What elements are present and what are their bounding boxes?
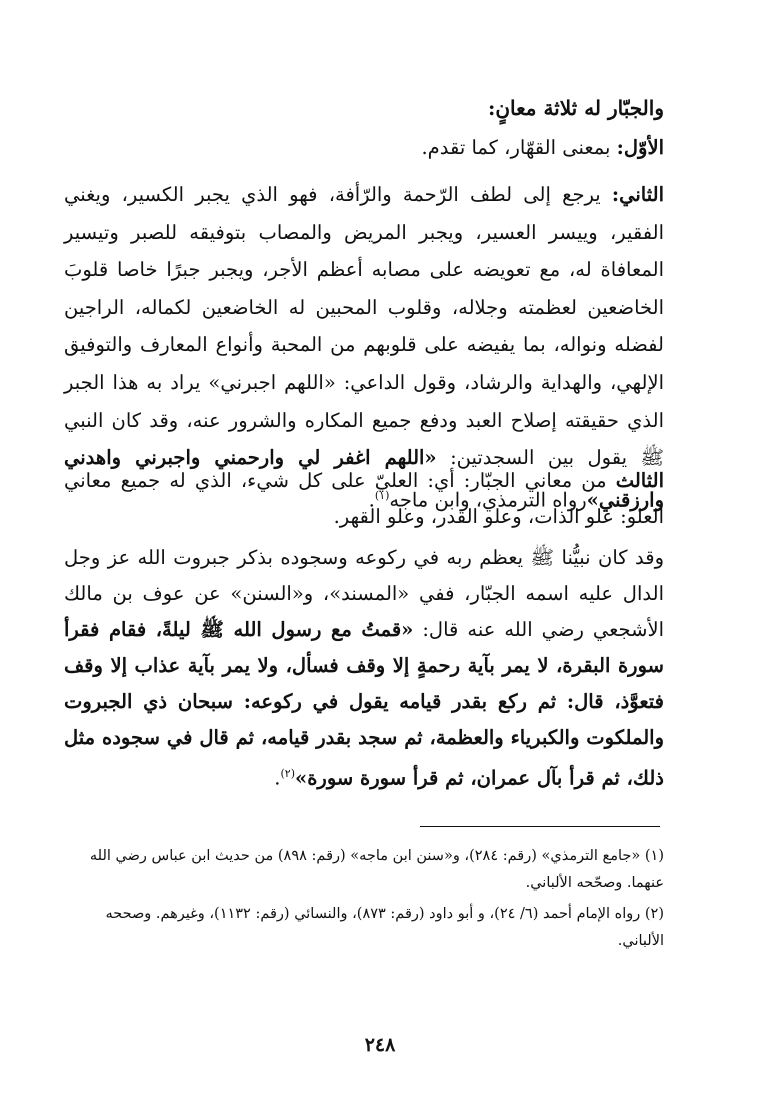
narration-intro: وقد كان نبيُّنا ﷺ يعظم ربه في ركوعه وسجوده بذكر جبروت الله عز وجل الدال عليه اسمه الجبّار، ففي «المسند»، و«السنن» عن عوف بن مالك الأشجعي رضي الله عنه قال:	[64, 546, 664, 641]
meaning-third	[64, 463, 664, 535]
narration-end: .	[274, 766, 281, 790]
meaning-first-label: الأوّل:	[616, 136, 664, 159]
footnote-1: (١) «جامع الترمذي» (رقم: ٢٨٤)، و«سنن ابن ماجه» (رقم: ٨٩٨) من حديث ابن عباس رضي الله عنهما. وصحّحه الألباني.	[89, 848, 664, 891]
narration-paragraph	[64, 540, 664, 797]
footnotes	[64, 843, 664, 959]
footnote-divider	[420, 826, 660, 827]
meaning-third-text: من معاني الجبّار: أي: العليّ على كل شيء، الذي له جميع معاني العلو: علو الذات، وعلو القدر، وعلو القهر.	[64, 469, 664, 528]
section-heading: والجبّار له ثلاثة معانٍ:	[487, 96, 664, 120]
meaning-third-label: الثالث	[615, 469, 664, 492]
meaning-second-end: .	[368, 488, 375, 512]
dua-source: رواه الترمذي، وابن ماجه	[389, 488, 587, 512]
meaning-first	[64, 136, 664, 159]
meaning-second-label: الثاني:	[611, 183, 664, 206]
dua-quote: «اللهم اغفر لي وارحمني واجبرني واهدني وارزقني»	[64, 446, 664, 512]
hadith-quote: «قمتُ مع رسول الله ﷺ ليلةً، فقام فقرأ سورة البقرة، لا يمر بآية رحمةٍ إلا وقف فسأل، ولا يمر بآية عذاب إلا وقف فتعوَّذ، قال: ثم ركع بقدر قيامه يقول في ركوعه: سبحان ذي الجبروت والملكوت والكبرياء والعظمة، ثم سجد بقدر قيامه، ثم قال في سجوده مثل ذلك، ثم قرأ بآل عمران، ثم قرأ سورة سورة»	[64, 618, 664, 790]
footnote-ref-2: (٢)	[280, 767, 295, 780]
footnote-2: (٢) رواه الإمام أحمد (٦/ ٢٤)، و أبو داود (رقم: ٨٧٣)، والنسائي (رقم: ١١٣٢)، وغيرهم. وصححه الألباني.	[105, 906, 664, 949]
footnote-ref-1: (١)	[374, 488, 390, 502]
page-number: ٢٤٨	[364, 1034, 396, 1056]
meaning-first-text: بمعنى القهّار، كما تقدم.	[421, 136, 617, 159]
meaning-second-text: يرجع إلى لطف الرّحمة والرّأفة، فهو الذي يجبر الكسير، ويغني الفقير، وييسر العسير، ويجبر المريض والمصاب بتوفيقه للصبر وتيسير المعافاة له، مع تعويضه على مصابه أعظم الأجر، ويجبر جبرًا خاصا قلوبَ الخاضعين لعظمته وجلاله، وقلوب المحبين له الخاضعين لكماله، الراجين لفضله ونواله، بما يفيضه على قلوبهم من المحبة وأنواع المعارف والتوفيق الإلهي، والهداية والرشاد، وقول الداعي: «اللهم اجبرني» يراد به هذا الجبر الذي حقيقته إصلاح العبد ودفع جميع المكاره والشرور عنه، وقد كان النبي ﷺ يقول بين السجدتين:	[64, 183, 665, 470]
